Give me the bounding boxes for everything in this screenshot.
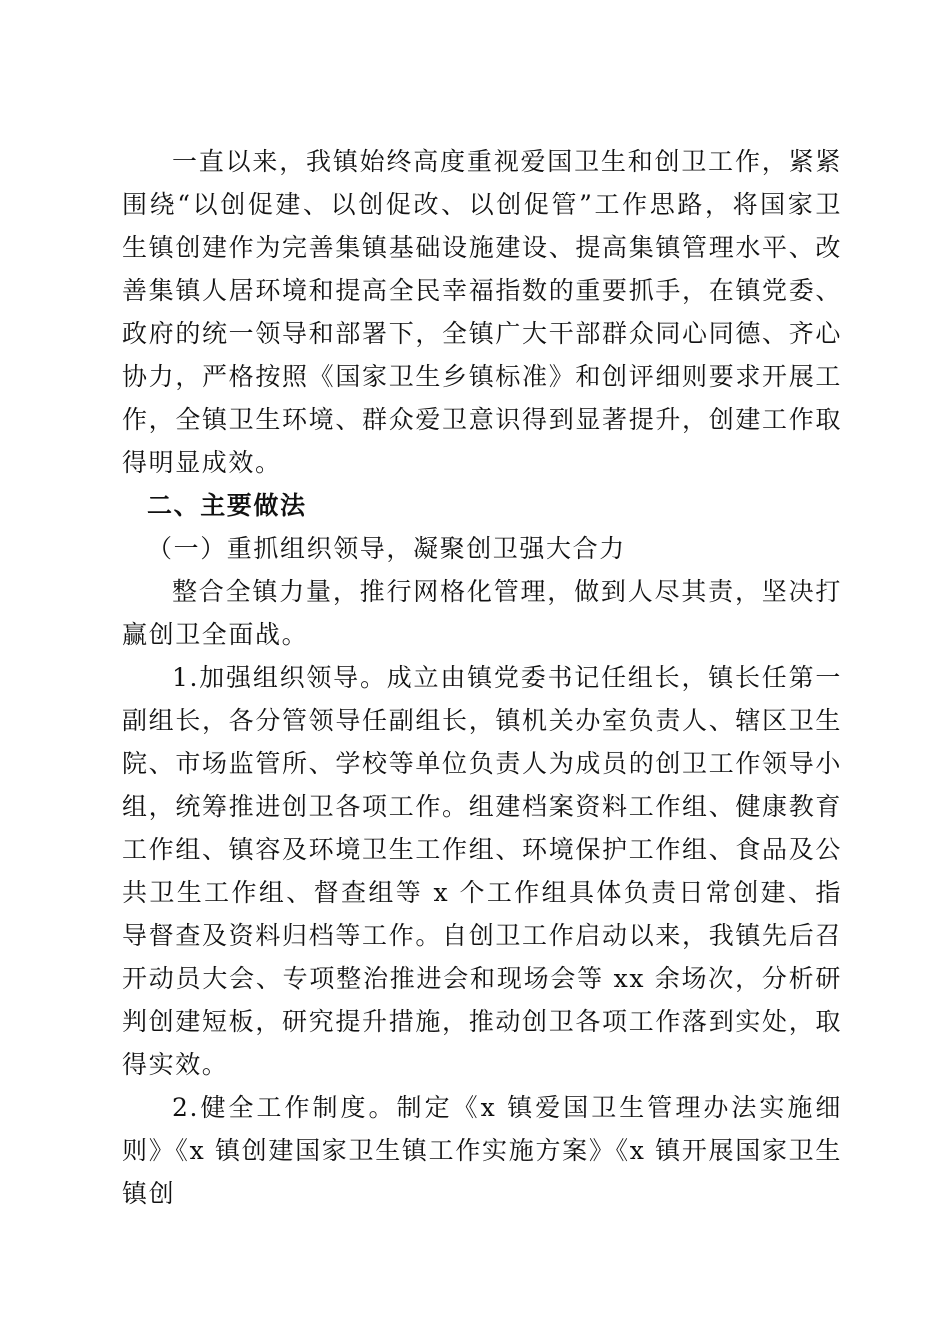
subsection-heading: （一）重抓组织领导，凝聚创卫强大合力 [147, 534, 626, 563]
paragraph-item-1: 1.加强组织领导。成立由镇党委书记任组长，镇长任第一副组长，各分管领导任副组长，镇机关办室负责人、辖区卫生院、市场监管所、学校等单位负责人为成员的创卫工作领导小组，统筹推进创卫各项工作。组建档案资料工作组、健康教育工作组、镇容及环境卫生工作组、环境保护工作组、食品及公共卫生工作组、督查组等 x 个工作组具体负责日常创建、指导督查及资料归档等工作。自创卫工作启动以来，我镇先后召开动员大会、专项整治推进会和现场会等 xx 余场次，分析研判创建短板，研究提升措施，推动创卫各项工作落到实处，取得实效。 [122, 663, 842, 1079]
paragraph-intro: 一直以来，我镇始终高度重视爱国卫生和创卫工作，紧紧围绕“以创促建、以创促改、以创促管”工作思路，将国家卫生镇创建作为完善集镇基础设施建设、提高集镇管理水平、改善集镇人居环境和提高全民幸福指数的重要抓手，在镇党委、政府的统一领导和部署下，全镇广大干部群众同心同德、齐心协力，严格按照《国家卫生乡镇标准》和创评细则要求开展工作，全镇卫生环境、群众爱卫意识得到显著提升，创建工作取得明显成效。 [122, 147, 842, 477]
paragraph-item-2: 2.健全工作制度。制定《x 镇爱国卫生管理办法实施细则》《x 镇创建国家卫生镇工作实施方案》《x 镇开展国家卫生镇创 [122, 1093, 842, 1208]
section-heading: 二、主要做法 [147, 491, 307, 520]
document-body [122, 140, 842, 1215]
paragraph-summary: 整合全镇力量，推行网格化管理，做到人尽其责，坚决打赢创卫全面战。 [122, 577, 842, 649]
